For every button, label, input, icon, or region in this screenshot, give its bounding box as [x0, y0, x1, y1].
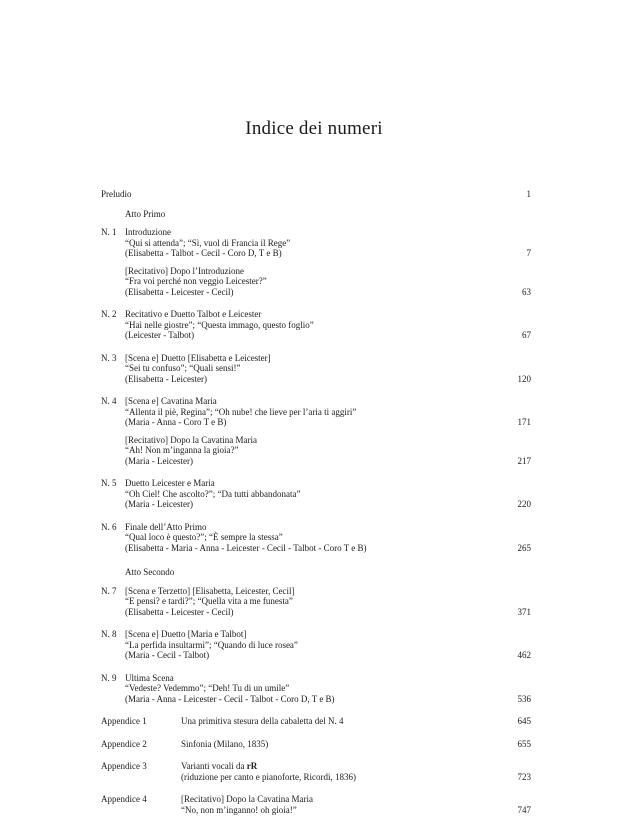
toc-entry-preludio [101, 189, 531, 200]
entry-text: (Elisabetta - Leicester) [125, 373, 207, 384]
entry-page: 655 [517, 738, 531, 749]
entry-text: [Recitativo] Dopo l’Introduzione [125, 265, 244, 276]
entry-text: (Elisabetta - Maria - Anna - Leicester - Cecil - Talbot - Coro T e B) [125, 542, 367, 553]
entry-number: N. 7 [101, 585, 117, 596]
toc-entry-number [101, 309, 531, 341]
entry-line [125, 227, 531, 238]
entry-page: 217 [517, 455, 531, 466]
entry-line [181, 772, 531, 783]
entry-text: [Scena e] Cavatina Maria [125, 396, 217, 406]
entry-line [125, 596, 531, 607]
toc-entry-appendix [101, 716, 531, 727]
entry-line [125, 650, 531, 661]
entry-item [125, 673, 531, 705]
entry-text: (Maria - Leicester) [125, 499, 193, 509]
entry-line [125, 629, 531, 640]
entry-line [125, 407, 531, 418]
entry-page: 747 [517, 804, 531, 815]
entry-page: 220 [517, 499, 531, 509]
entry-page: 723 [517, 771, 531, 782]
entry-page: 63 [522, 286, 531, 297]
entry-line [125, 248, 531, 259]
entry-line [125, 353, 531, 364]
entry-number: N. 3 [101, 352, 117, 363]
entry-item [125, 586, 531, 618]
entry-item [125, 629, 531, 661]
entry-line [125, 363, 531, 374]
entry-text: “Vedeste? Vedemmo”; “Deh! Tu di un umile” [125, 683, 290, 693]
entry-item [125, 227, 531, 259]
entry-text: “Qual loco è questo?”; “È sempre la stessa” [125, 532, 283, 542]
entry-item [125, 353, 531, 385]
appendix-label: Appendice 2 [101, 738, 147, 749]
entry-text: “Oh Ciel! Che ascolto?”; “Da tutti abbandonata” [125, 488, 301, 499]
toc-entry-number [101, 629, 531, 661]
toc-entry-number [101, 478, 531, 510]
entry-line [125, 640, 531, 651]
entry-text: (Elisabetta - Leicester - Cecil) [125, 286, 234, 297]
entry-line [125, 499, 531, 510]
appendix-body [181, 794, 531, 815]
entry-text: [Scena e] Duetto [Elisabetta e Leicester] [125, 352, 271, 363]
entry-line [125, 287, 531, 298]
entry-text-prefix: Varianti vocali da [181, 761, 247, 771]
entry-line [125, 320, 531, 331]
entry-text: [Recitativo] Dopo la Cavatina Maria [181, 794, 313, 804]
entry-page: 171 [517, 417, 531, 427]
entry-page: 462 [517, 650, 531, 660]
entry-line [181, 794, 531, 805]
entry-item [125, 522, 531, 554]
entry-item [125, 396, 531, 428]
entry-number: N. 9 [101, 672, 117, 683]
entry-line [181, 739, 531, 750]
entry-text: (Elisabetta - Leicester - Cecil) [125, 606, 234, 617]
entry-body [125, 396, 531, 466]
toc-entry-number [101, 396, 531, 466]
entry-text: “Ah! Non m’inganna la gioia?” [125, 445, 239, 455]
entry-body [125, 227, 531, 297]
entry-body [125, 586, 531, 618]
entry-line [125, 330, 531, 341]
appendix-body [181, 761, 531, 782]
entry-line [181, 716, 531, 727]
entry-text: Ultima Scena [125, 672, 174, 683]
entry-number: N. 4 [101, 396, 117, 406]
entry-text: (Leicester - Talbot) [125, 330, 195, 340]
entry-text: [Scena e Terzetto] [Elisabetta, Leicester, Cecil] [125, 585, 295, 596]
entry-text: Recitativo e Duetto Talbot e Leicester [125, 309, 262, 319]
entry-text: Duetto Leicester e Maria [125, 478, 215, 488]
toc-entry-number [101, 586, 531, 618]
entry-text: (Maria - Anna - Leicester - Cecil - Talbot - Coro D, T e B) [125, 693, 335, 704]
entry-text: Una primitiva stesura della cabaletta del N. 4 [181, 716, 344, 726]
entry-line [125, 276, 531, 287]
entry-line [125, 435, 531, 446]
entry-body [125, 478, 531, 510]
entry-line [125, 586, 531, 597]
entry-body [125, 673, 531, 705]
entry-text: “Qui si attenda”; “Sì, vuol di Francia il Rege” [125, 237, 291, 248]
entry-body [125, 522, 531, 554]
entry-line [125, 456, 531, 467]
entry-text-bold: rR [246, 761, 258, 771]
entry-line [125, 238, 531, 249]
entry-body [125, 309, 531, 341]
entry-number: N. 2 [101, 309, 117, 319]
entry-line [125, 607, 531, 618]
toc-entry-appendix [101, 794, 531, 815]
entry-item [125, 266, 531, 298]
entry-page: 67 [522, 330, 531, 340]
entry-number: N. 5 [101, 478, 117, 488]
entry-line [125, 374, 531, 385]
page-title: Indice dei numeri [245, 118, 383, 139]
entry-page: 120 [517, 373, 531, 384]
entry-text: “E pensi? e tardi?”; “Quella vita a me funesta” [125, 596, 293, 606]
entry-text: “La perfida insultarmi”; “Quando di luce rosea” [125, 639, 298, 650]
entry-line [181, 761, 531, 772]
entry-text [181, 761, 531, 772]
entry-line [125, 683, 531, 694]
entry-page: 536 [517, 693, 531, 704]
entry-line [125, 522, 531, 533]
entry-line [125, 532, 531, 543]
entry-line [125, 673, 531, 684]
entry-line [125, 445, 531, 456]
entry-line [125, 396, 531, 407]
entry-page: 371 [517, 606, 531, 617]
entry-title: Preludio [101, 189, 132, 199]
table-of-contents [101, 189, 531, 815]
entry-text: (Maria - Anna - Coro T e B) [125, 417, 227, 427]
entry-text: “Fra voi perché non veggio Leicester?” [125, 276, 267, 286]
entry-item [125, 478, 531, 510]
toc-entry-appendix [101, 761, 531, 782]
entry-page: 1 [526, 189, 531, 199]
entry-line [125, 266, 531, 277]
toc-entry-number [101, 227, 531, 297]
entry-text: “Hai nelle giostre”; “Questa immago, questo foglio” [125, 319, 314, 330]
entry-text: (Maria - Leicester) [125, 455, 193, 466]
entry-page: 265 [517, 542, 531, 553]
entry-line [125, 543, 531, 554]
appendix-label: Appendice 1 [101, 716, 147, 726]
appendix-label: Appendice 3 [101, 761, 147, 771]
entry-text: “No, non m’inganno! oh gioia!” [181, 804, 297, 815]
entry-number: N. 8 [101, 629, 117, 639]
entry-line [181, 805, 531, 816]
appendix-body [181, 739, 531, 750]
entry-number: N. 6 [101, 521, 117, 532]
entry-text: Introduzione [125, 227, 171, 237]
entry-text: (Maria - Cecil - Talbot) [125, 650, 210, 660]
entry-item [125, 435, 531, 467]
entry-text: Sinfonia (Milano, 1835) [181, 738, 269, 749]
entry-line [125, 694, 531, 705]
appendix-label: Appendice 4 [101, 794, 147, 804]
entry-line [125, 478, 531, 489]
toc-entry-number [101, 353, 531, 385]
entry-text: Finale dell’Atto Primo [125, 521, 207, 532]
entry-text: “Allenta il piè, Regina”; “Oh nube! che lieve per l’aria ti aggiri” [125, 406, 357, 417]
toc-entry-number [101, 673, 531, 705]
entry-text: [Recitativo] Dopo la Cavatina Maria [125, 434, 257, 445]
section-heading-atto-primo: Atto Primo [125, 208, 166, 219]
entry-page: 7 [526, 248, 531, 258]
toc-entry-number [101, 522, 531, 554]
entry-text: (Elisabetta - Talbot - Cecil - Coro D, T e B) [125, 248, 282, 258]
entry-number: N. 1 [101, 227, 117, 237]
section-heading-atto-secondo: Atto Secondo [125, 567, 175, 577]
entry-text: [Scena e] Duetto [Maria e Talbot] [125, 629, 247, 639]
appendix-body [181, 716, 531, 727]
entry-line [125, 417, 531, 428]
entry-item [125, 309, 531, 341]
entry-text: “Sei tu confuso”; “Quali sensi!” [125, 363, 241, 373]
entry-line [125, 309, 531, 320]
entry-body [125, 353, 531, 385]
entry-page: 645 [517, 716, 531, 726]
toc-entry-appendix [101, 739, 531, 750]
entry-line [125, 489, 531, 500]
entry-body [125, 629, 531, 661]
entry-text: (riduzione per canto e pianoforte, Ricordi, 1836) [181, 771, 356, 782]
